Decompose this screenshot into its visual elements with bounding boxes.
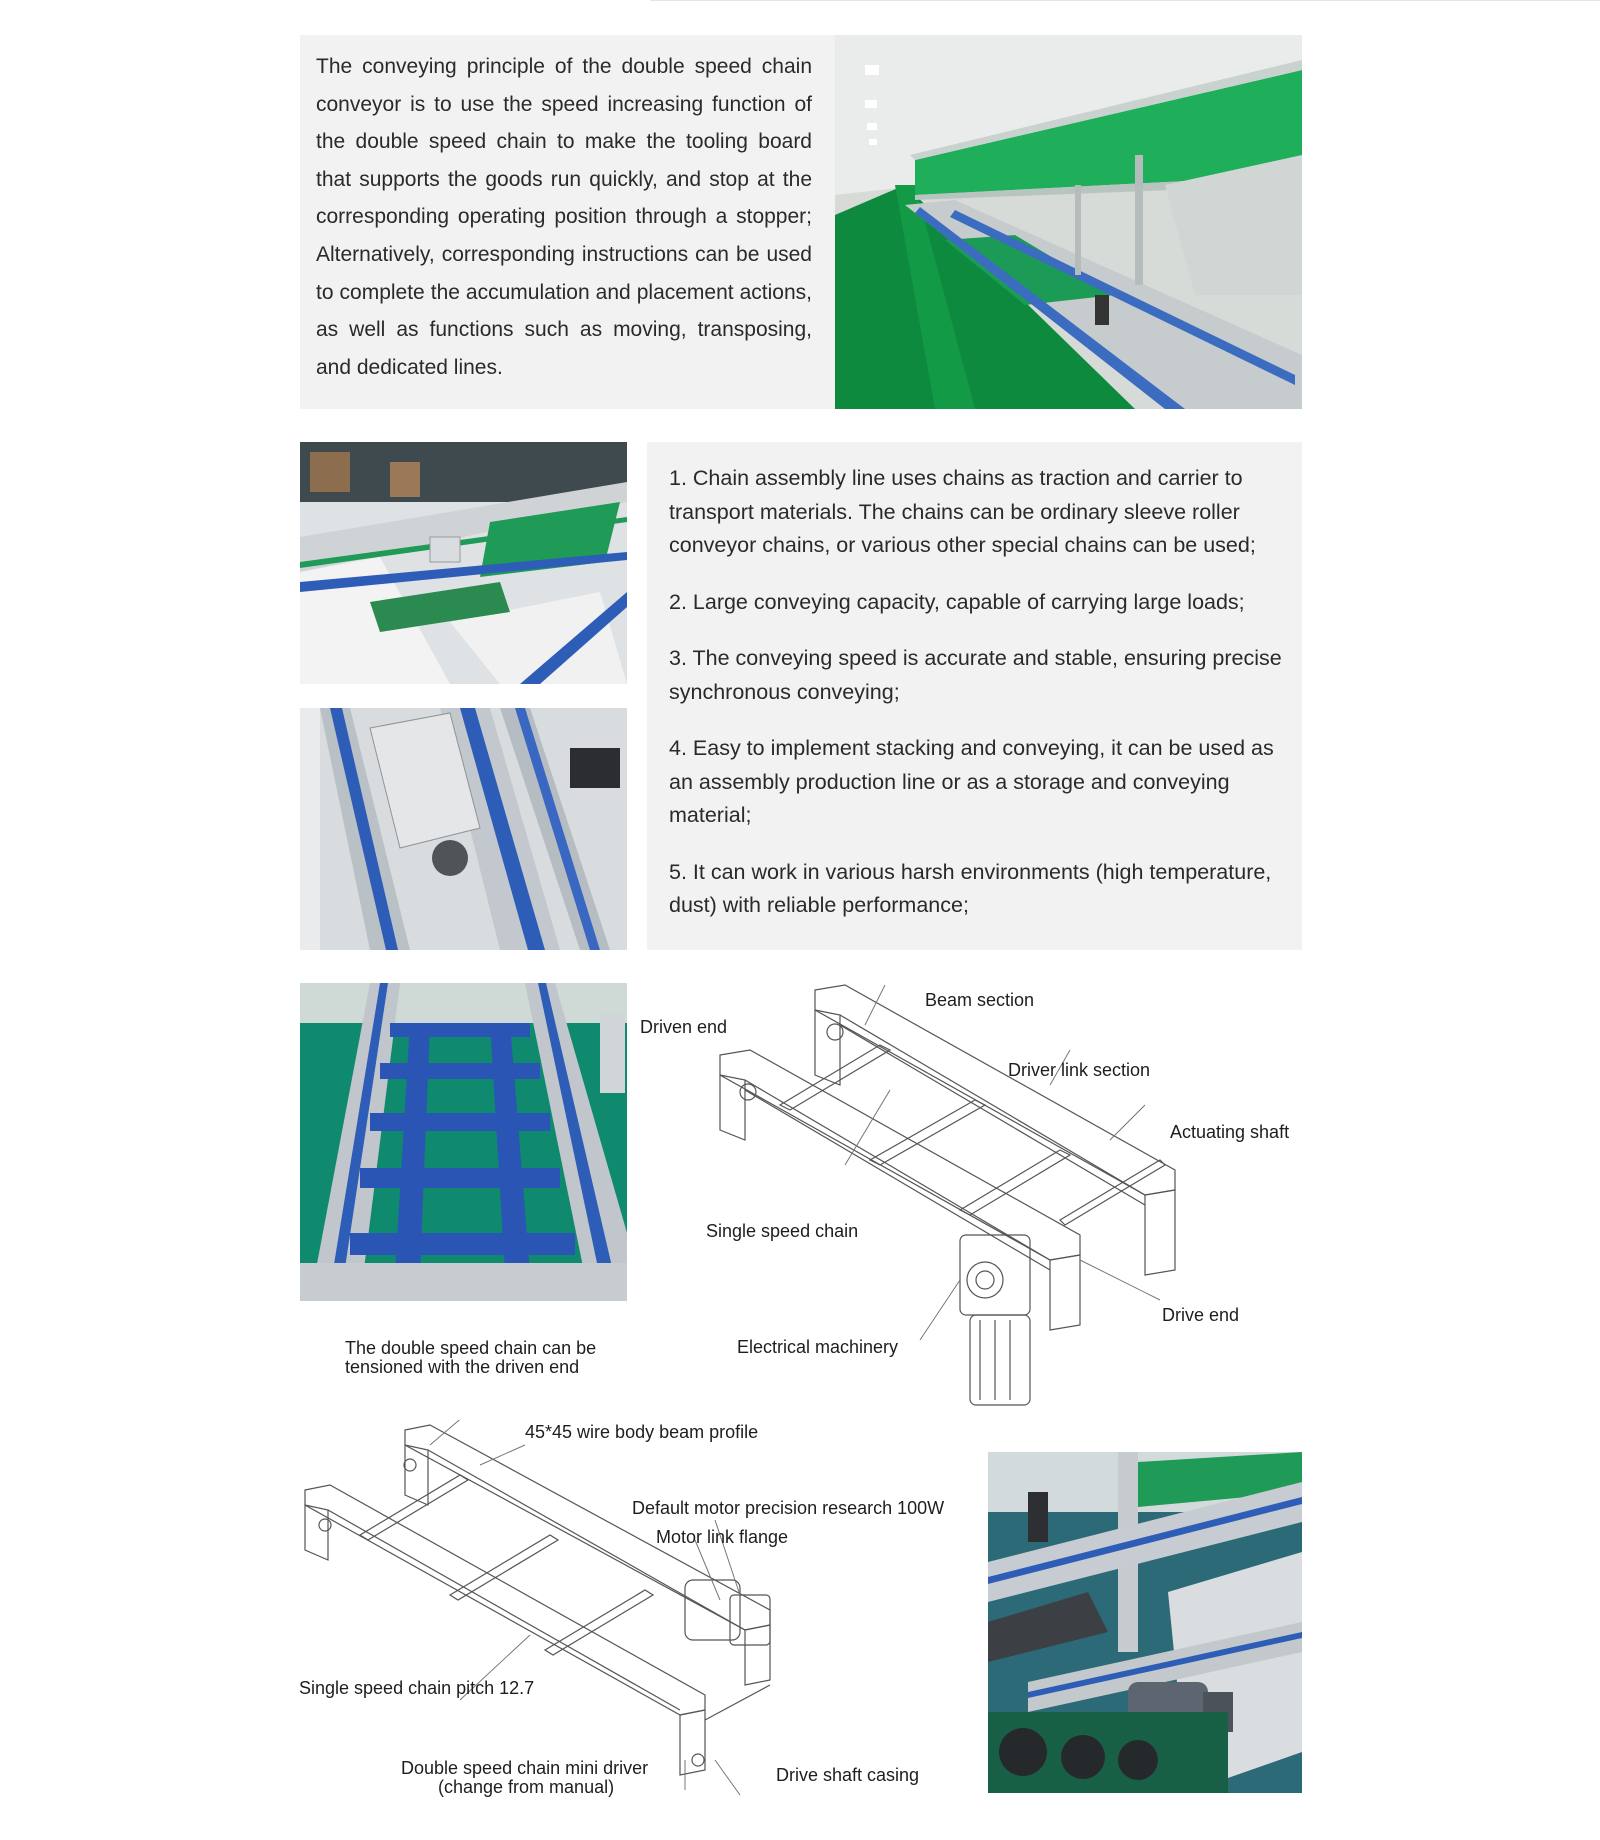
label-beam-profile: 45*45 wire body beam profile [525,1422,759,1442]
motor-drive-unit-photo [988,1452,1302,1793]
label-chain-pitch: Single speed chain pitch 12.7 [299,1678,535,1698]
label-single-speed-chain: Single speed chain [706,1221,859,1241]
label-tension-line-1: The double speed chain can be [345,1338,597,1358]
feature-item-3: 3. The conveying speed is accurate and stable, ensuring precise synchronous conveying; [669,646,1282,704]
label-actuating-shaft: Actuating shaft [1170,1122,1290,1142]
label-driven-end: Driven end [640,1017,728,1037]
conveyor-tooling-board-photo [300,442,627,684]
label-electrical-machinery: Electrical machinery [737,1337,899,1357]
label-beam-section: Beam section [925,990,1035,1010]
label-motor-flange: Motor link flange [656,1527,789,1547]
production-line-photo [835,35,1302,409]
ladder-conveyor-photo [300,983,627,1301]
label-drive-end: Drive end [1162,1305,1240,1325]
feature-item-5: 5. It can work in various harsh environments (high temperature, dust) with reliable performance; [669,859,1272,917]
double-speed-chain-diagram [300,1420,900,1800]
conveyor-structure-diagram [640,980,1300,1440]
label-driver-link-section: Driver link section [1008,1060,1151,1080]
label-default-motor: Default motor precision research 100W [632,1498,945,1518]
feature-item-4: 4. Easy to implement stacking and conveying, it can be used as an assembly production line or as a storage and conveying material; [669,736,1274,827]
top-divider-line [650,0,1600,1]
intro-paragraph: The conveying principle of the double speed chain conveyor is to use the speed increasing function of the double speed chain to make the tooling board that supports the goods run quickly, and stop at the corresponding operating position through a stopper; Alternatively, corresponding instructions can be used to complete the accumulation and placement actions, as well as functions such as moving, transposing, and dedicated lines. [316,55,812,379]
label-drive-shaft-casing: Drive shaft casing [776,1765,920,1785]
label-mini-driver-line-2: (change from manual) [438,1777,615,1797]
label-tension-line-2: tensioned with the driven end [345,1357,580,1377]
features-list [669,462,1289,946]
feature-item-2: 2. Large conveying capacity, capable of carrying large loads; [669,589,1245,614]
label-mini-driver-line-1: Double speed chain mini driver [401,1758,649,1778]
chain-closeup-photo [300,708,627,950]
feature-item-1: 1. Chain assembly line uses chains as traction and carrier to transport materials. The chains can be ordinary sleeve roller conveyor chains, or various other special chains can be used; [669,466,1256,557]
